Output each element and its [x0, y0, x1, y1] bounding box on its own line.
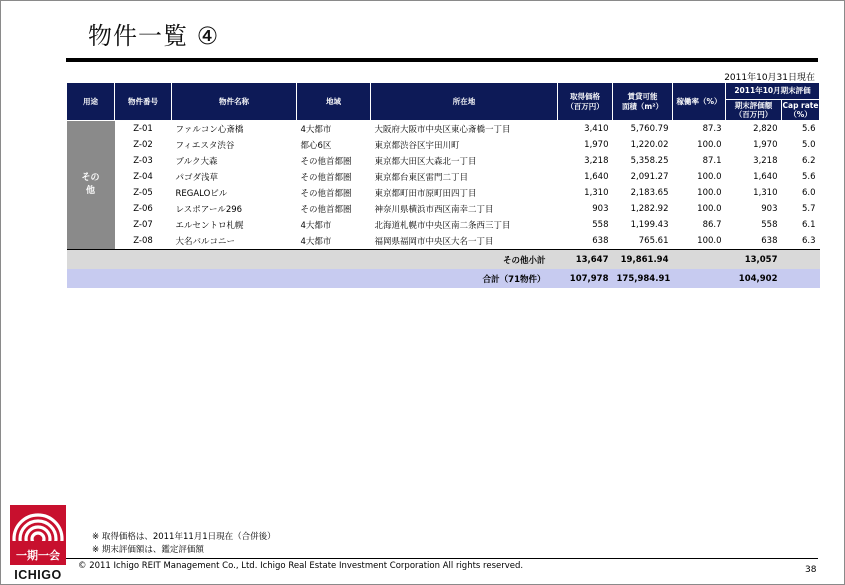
header-property-no: 物件番号	[115, 83, 172, 121]
property-name: レスポアール296	[175, 205, 243, 215]
property-name: エルセントロ札幌	[175, 221, 244, 231]
footer-divider	[66, 558, 818, 559]
acquisition-price: 3,218	[584, 156, 609, 166]
acquisition-price: 638	[592, 236, 609, 246]
property-name: 大名バルコニー	[175, 237, 236, 247]
subtotal-row	[67, 250, 820, 270]
property-id: Z-03	[133, 156, 153, 166]
header-property-name: 物件名称	[172, 83, 297, 121]
occupancy-rate: 86.7	[702, 220, 722, 230]
table-row	[67, 233, 820, 250]
cap-rate: 6.2	[801, 156, 816, 166]
property-address: 東京都大田区大森北一丁目	[374, 157, 477, 167]
header-cap-line2: （%）	[789, 110, 812, 119]
cap-rate: 6.3	[801, 236, 816, 246]
property-name: ブルク大森	[175, 157, 218, 167]
property-address: 東京都町田市原町田四丁目	[374, 189, 477, 199]
header-occupancy: 稼働率（%）	[673, 83, 726, 121]
logo-text-jp: 一期一会	[16, 549, 60, 562]
property-id: Z-02	[133, 140, 153, 150]
leasable-area: 1,199.43	[630, 220, 669, 230]
property-region: その他首都圏	[300, 189, 352, 199]
occupancy-rate: 100.0	[697, 204, 722, 214]
table-row	[67, 169, 820, 185]
copyright-text: © 2011 Ichigo REIT Management Co., Ltd. Ichigo Real Estate Investment Corporation All rights reserved.	[78, 561, 524, 571]
property-address: 福岡県福岡市中央区大名一丁目	[374, 237, 494, 247]
leasable-area: 1,282.92	[630, 204, 669, 214]
total-label: 合計（71物件）	[67, 269, 558, 288]
table-row	[67, 137, 820, 153]
page-number: 38	[805, 565, 817, 575]
appraisal-value: 2,820	[753, 124, 778, 134]
header-address: 所在地	[371, 83, 558, 121]
header-acq-price-line2: （百万円）	[566, 101, 604, 111]
acquisition-price: 903	[592, 204, 609, 214]
title-underline	[66, 58, 818, 62]
cap-rate: 5.6	[801, 172, 816, 182]
subtotal-label: その他小計	[67, 250, 558, 270]
table-row	[67, 201, 820, 217]
property-name: ファルコン心斎橋	[175, 125, 244, 135]
occupancy-rate: 100.0	[697, 140, 722, 150]
appraisal-value: 1,970	[753, 140, 778, 150]
property-id: Z-04	[133, 172, 153, 182]
cap-rate: 5.6	[801, 124, 816, 134]
property-address: 神奈川県横浜市西区南幸二丁目	[374, 205, 494, 215]
acquisition-price: 558	[592, 220, 609, 230]
header-leasable-line2: 面積（m²）	[621, 101, 664, 111]
as-of-date: 2011年10月31日現在	[724, 73, 815, 83]
header-cap-line1: Cap rate	[782, 100, 819, 110]
property-address: 大阪府大阪市中央区東心斎橋一丁目	[374, 125, 511, 135]
footnote-appraisal: ※ 期末評価額は、鑑定評価額	[92, 545, 204, 555]
property-table	[66, 82, 820, 288]
leasable-area: 765.61	[638, 236, 669, 246]
subtotal-leasable-area: 19,861.94	[613, 250, 673, 270]
header-leasable-line1: 賃貸可能	[627, 92, 658, 102]
table-row	[67, 153, 820, 169]
header-appraisal-line1: 期末評価額	[734, 100, 773, 110]
logo-wordmark: ICHIGO	[14, 568, 62, 582]
leasable-area: 1,220.02	[630, 140, 669, 150]
subtotal-appraisal-value: 13,057	[726, 250, 782, 270]
occupancy-rate: 87.3	[702, 124, 722, 134]
cap-rate: 5.7	[801, 204, 816, 214]
property-address: 東京都渋谷区宇田川町	[374, 141, 460, 151]
footnotes	[92, 531, 276, 557]
cap-rate: 6.0	[801, 188, 816, 198]
appraisal-value: 558	[761, 220, 778, 230]
property-id: Z-05	[133, 188, 153, 198]
property-name: フィエスタ渋谷	[175, 141, 235, 151]
occupancy-rate: 87.1	[702, 156, 722, 166]
header-leasable-area	[613, 83, 673, 121]
appraisal-value: 903	[761, 204, 778, 214]
table-row	[67, 217, 820, 233]
property-region: 4大都市	[300, 221, 332, 231]
property-region: 4大都市	[300, 237, 332, 247]
table-row	[67, 185, 820, 201]
header-use: 用途	[67, 83, 115, 121]
leasable-area: 2,183.65	[630, 188, 669, 198]
cap-rate: 6.1	[801, 220, 816, 230]
cap-rate: 5.0	[801, 140, 816, 150]
total-cap-empty	[782, 269, 820, 288]
occupancy-rate: 100.0	[697, 188, 722, 198]
total-row	[67, 269, 820, 288]
property-region: その他首都圏	[300, 173, 352, 183]
leasable-area: 5,358.25	[630, 156, 669, 166]
use-category-cell: その 他	[67, 121, 115, 250]
property-address: 東京都台東区雷門二丁目	[374, 173, 469, 183]
property-name: REGALOビル	[175, 189, 228, 199]
acquisition-price: 1,970	[584, 140, 609, 150]
property-region: その他首都圏	[300, 157, 352, 167]
subtotal-cap-empty	[782, 250, 820, 270]
subtotal-acquisition-price: 13,647	[558, 250, 613, 270]
property-id: Z-01	[133, 124, 153, 134]
appraisal-value: 638	[761, 236, 778, 246]
total-occupancy-empty	[673, 269, 726, 288]
header-appraisal-group: 2011年10月期末評価	[726, 83, 820, 100]
property-region: 4大都市	[300, 125, 332, 135]
leasable-area: 2,091.27	[630, 172, 669, 182]
property-id: Z-06	[133, 204, 153, 214]
footnote-acquisition: ※ 取得価格は、2011年11月1日現在（合併後）	[92, 532, 276, 542]
subtotal-occupancy-empty	[673, 250, 726, 270]
leasable-area: 5,760.79	[630, 124, 669, 134]
property-region: 都心6区	[300, 141, 332, 151]
header-acq-price-line1: 取得価格	[570, 92, 600, 102]
acquisition-price: 1,640	[584, 172, 609, 182]
table-row	[67, 121, 820, 138]
occupancy-rate: 100.0	[697, 236, 722, 246]
property-name: パゴダ浅草	[175, 173, 219, 183]
property-id: Z-08	[133, 236, 153, 246]
acquisition-price: 3,410	[584, 124, 609, 134]
total-appraisal-value: 104,902	[726, 269, 782, 288]
header-appraisal-value	[726, 100, 782, 121]
header-cap-rate	[782, 100, 820, 121]
appraisal-value: 3,218	[753, 156, 778, 166]
property-address: 北海道札幌市中央区南二条西三丁目	[374, 221, 511, 231]
appraisal-value: 1,310	[753, 188, 778, 198]
page-title: 物件一覧 ④	[88, 22, 220, 50]
total-leasable-area: 175,984.91	[613, 269, 673, 288]
header-appraisal-line2: （百万円）	[734, 110, 773, 119]
occupancy-rate: 100.0	[697, 172, 722, 182]
acquisition-price: 1,310	[584, 188, 609, 198]
header-acquisition-price	[558, 83, 613, 121]
total-acquisition-price: 107,978	[558, 269, 613, 288]
header-region: 地域	[297, 83, 371, 121]
appraisal-value: 1,640	[753, 172, 778, 182]
property-id: Z-07	[133, 220, 153, 230]
property-region: その他首都圏	[300, 205, 352, 215]
